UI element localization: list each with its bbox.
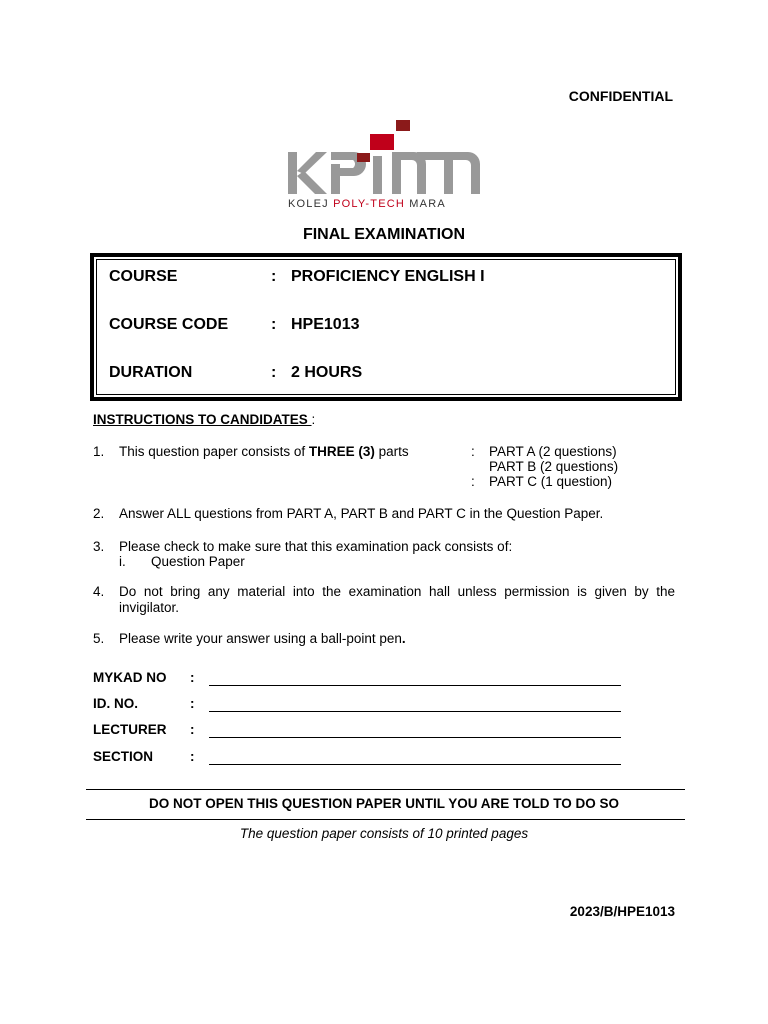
instruction-text: Please check to make sure that this examination pack consists of: [119, 539, 513, 554]
course-value: PROFICIENCY ENGLISH I [291, 268, 485, 285]
instruction-number: 1. [93, 444, 105, 459]
logo-tagline-polytech: POLY-TECH [333, 198, 406, 210]
instruction-text: Answer ALL questions from PART A, PART B and PART C in the Question Paper. [119, 506, 604, 521]
instruction-number: 2. [93, 506, 105, 521]
id-no-colon: : [190, 696, 195, 711]
part-b-line [471, 459, 618, 474]
part-c-line [471, 474, 618, 489]
id-no-input-line[interactable] [209, 711, 621, 712]
lecturer-input-line[interactable] [209, 737, 621, 738]
instruction-number: 4. [93, 584, 105, 599]
exam-title: FINAL EXAMINATION [302, 226, 466, 243]
section-input-line[interactable] [209, 764, 621, 765]
mykad-colon: : [190, 670, 195, 685]
part-colon: : [471, 444, 475, 459]
course-info-box-inner [96, 259, 676, 395]
course-code-row [109, 316, 360, 334]
duration-label: DURATION [109, 364, 193, 381]
section-colon: : [190, 749, 195, 764]
warning-bottom-rule [86, 819, 685, 820]
lecturer-label: LECTURER [93, 722, 167, 737]
instruction-text-main: Please write your answer using a ball-point pen [119, 631, 402, 646]
instruction-text-before: This question paper consists of [119, 444, 309, 459]
section-label: SECTION [93, 749, 154, 764]
warning-text: DO NOT OPEN THIS QUESTION PAPER UNTIL YOU ARE TOLD TO DO SO [148, 796, 620, 811]
course-code-label: COURSE CODE [109, 316, 229, 333]
part-text: PART A (2 questions) [489, 444, 617, 459]
logo-tagline-kolej: KOLEJ [288, 198, 334, 210]
instruction-item-2 [93, 506, 693, 524]
instructions-heading [93, 412, 315, 427]
part-text: PART B (2 questions) [489, 459, 619, 474]
instruction-text [119, 444, 409, 460]
instructions-heading-text: INSTRUCTIONS TO CANDIDATES [93, 412, 312, 427]
instruction-text-period: . [401, 631, 406, 646]
id-no-label: ID. NO. [93, 696, 139, 711]
confidential-label: CONFIDENTIAL [568, 88, 673, 104]
instruction-sub-number: i. [119, 554, 126, 569]
course-label: COURSE [109, 268, 178, 285]
course-row [109, 268, 485, 286]
part-a-line [471, 444, 618, 459]
printed-pages-note: The question paper consists of 10 printed pages [239, 826, 529, 841]
instruction-text-after: parts [374, 444, 409, 459]
course-colon: : [271, 268, 277, 285]
duration-row [109, 364, 362, 382]
part-colon: : [471, 474, 475, 489]
paper-code-footer: 2023/B/HPE1013 [569, 904, 675, 919]
logo-tagline [288, 198, 483, 210]
mykad-input-line[interactable] [209, 685, 621, 686]
instruction-sub-text: Question Paper [151, 554, 245, 569]
instruction-text [119, 631, 406, 647]
instruction-item-4 [93, 584, 675, 618]
lecturer-colon: : [190, 722, 195, 737]
logo-tagline-mara: MARA [405, 198, 446, 210]
course-code-value: HPE1013 [291, 316, 360, 333]
warning-top-rule [86, 789, 685, 790]
instruction-text: Do not bring any material into the examination hall unless permission is given by the invigilator. [119, 584, 675, 615]
mykad-label: MYKAD NO [93, 670, 167, 685]
parts-list [471, 444, 618, 489]
duration-colon: : [271, 364, 277, 381]
part-text: PART C (1 question) [489, 474, 613, 489]
course-code-colon: : [271, 316, 277, 333]
instruction-item-3 [93, 539, 693, 573]
course-info-box [90, 253, 682, 401]
instruction-item-5 [93, 631, 693, 649]
instruction-text-bold: THREE (3) [308, 444, 375, 459]
instruction-item-1 [93, 444, 693, 494]
instruction-number: 5. [93, 631, 105, 646]
duration-value: 2 HOURS [291, 364, 363, 381]
instruction-number: 3. [93, 539, 105, 554]
instructions-heading-colon: : [311, 412, 316, 427]
